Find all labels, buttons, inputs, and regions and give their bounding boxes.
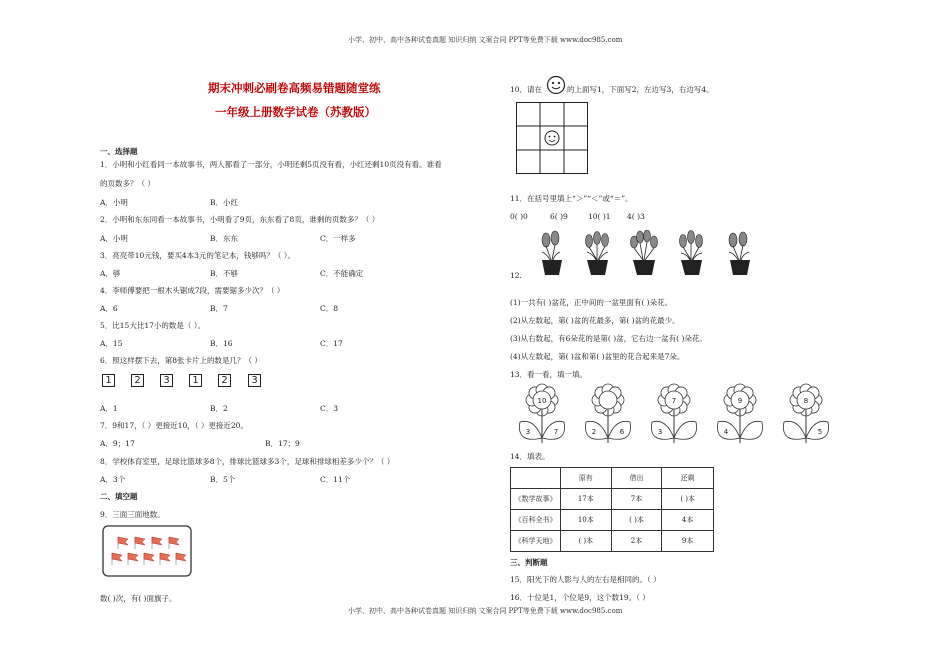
table-cell: 7本 xyxy=(611,489,662,510)
number-flower xyxy=(651,384,696,443)
q2-text: 2．小明和东东同看一本故事书，小明看了9页，东东看了8页，谁剩的页数多？（ ） xyxy=(100,215,380,224)
section-judge: 三、判断题 xyxy=(510,558,548,567)
q9-text: 9．三面三面地数。 xyxy=(100,510,165,519)
table-cell[interactable]: ( )本 xyxy=(611,510,662,531)
q16-text: 16．十位是1，个位是9，这个数19。（ ） xyxy=(510,593,650,602)
flower-top-number: 9 xyxy=(737,397,743,405)
compare-item[interactable]: 6( )9 xyxy=(550,212,568,221)
flower-left-number: 2 xyxy=(591,428,597,436)
q12-sub4: (4)从左数起，第( )盆和第( )盆里的花合起来是7朵。 xyxy=(510,352,685,361)
flags-image xyxy=(102,525,192,577)
flower-right-number: 7 xyxy=(553,428,559,436)
table-cell: 《科学天地》 xyxy=(511,531,561,552)
q8-option-a[interactable]: A．3个 xyxy=(100,475,126,484)
doc-subtitle: 一年级上册数学试卷（苏教版） xyxy=(215,105,376,119)
q4-option-a[interactable]: A．6 xyxy=(100,304,118,313)
number-card: 3 xyxy=(160,374,173,387)
q11-text: 11．在括号里填上“＞”“＜”或“＝”。 xyxy=(510,194,633,203)
q9-answer: 数( )次，有( )面旗子。 xyxy=(100,594,177,603)
q14-text: 14．填表。 xyxy=(510,452,550,461)
table-row xyxy=(511,510,714,531)
section-choice: 一、选择题 xyxy=(100,147,138,156)
q12-sub3: (3)从右数起，有6朵花的是第( )盆，它右边一盆有( )朵花。 xyxy=(510,334,707,343)
q1-option-a[interactable]: A．小明 xyxy=(100,198,128,207)
table-cell: 《数学故事》 xyxy=(511,489,561,510)
q2-option-b[interactable]: B．东东 xyxy=(210,234,239,243)
q7-option-a[interactable]: A．9；17 xyxy=(100,439,135,448)
q5-option-a[interactable]: A．15 xyxy=(100,339,123,348)
q3-option-c[interactable]: C．不能确定 xyxy=(320,269,364,278)
flower-top-number: 10 xyxy=(537,397,547,405)
page-header: 小学、初中、高中各种试卷真题 知识归纳 文案合同 PPT等免费下载 www.doc985.com xyxy=(348,36,623,44)
q4-option-b[interactable]: B．7 xyxy=(210,304,228,313)
compare-item[interactable]: 0( )0 xyxy=(510,212,528,221)
table-cell: 4本 xyxy=(662,510,714,531)
table-cell[interactable]: ( )本 xyxy=(560,531,611,552)
flower-top-number: 7 xyxy=(671,397,677,405)
q1-text-2: 的页数多？（ ） xyxy=(100,179,155,188)
number-flowers-image xyxy=(514,382,844,444)
q3-option-b[interactable]: B．不够 xyxy=(210,269,239,278)
number-card: 2 xyxy=(218,374,231,387)
flower-left-number: 3 xyxy=(657,428,663,436)
q5-text: 5．比15大比17小的数是（ ）。 xyxy=(100,321,205,330)
q10-prefix: 10．请在 xyxy=(510,85,543,94)
number-flower xyxy=(585,384,630,443)
number-card: 3 xyxy=(248,374,261,387)
q6-option-c[interactable]: C．3 xyxy=(320,404,339,413)
q8-option-b[interactable]: B．5个 xyxy=(210,475,236,484)
book-table xyxy=(510,467,714,552)
number-flower xyxy=(717,384,762,443)
flower-right-number: 6 xyxy=(619,428,625,436)
position-grid xyxy=(516,102,588,174)
smiley-icon xyxy=(546,75,566,95)
number-flower xyxy=(519,384,564,443)
q3-option-a[interactable]: A．够 xyxy=(100,269,121,278)
q4-text: 4．李师傅要把一根木头锯成7段，需要锯多少次？（ ） xyxy=(100,286,285,295)
flower-top-number: 8 xyxy=(803,397,809,405)
q8-text: 8．学校体育室里，足球比篮球多8个，排球比篮球多3个，足球和排球相差多少个？（ ） xyxy=(100,457,395,466)
table-cell: 17本 xyxy=(560,489,611,510)
q5-option-c[interactable]: C．17 xyxy=(320,339,343,348)
page-footer: 小学、初中、高中各种试卷真题 知识归纳 文案合同 PPT等免费下载 www.doc985.com xyxy=(348,607,623,615)
q6-option-b[interactable]: B．2 xyxy=(210,404,228,413)
table-header xyxy=(511,468,561,489)
flower-pots-image xyxy=(538,230,768,278)
table-row xyxy=(511,531,714,552)
table-header: 还剩 xyxy=(662,468,714,489)
flower-right-number: 5 xyxy=(817,428,823,436)
q4-option-c[interactable]: C．8 xyxy=(320,304,339,313)
q12-sub2: (2)从左数起，第( )盆的花最多，第( )盆的花最少。 xyxy=(510,316,680,325)
number-flower xyxy=(783,384,828,443)
table-cell: 9本 xyxy=(662,531,714,552)
q12-sub1: (1)一共有( )盆花，正中间的一盆里面有( )朵花。 xyxy=(510,298,673,307)
number-card: 1 xyxy=(189,374,202,387)
q1-text: 1．小明和小红看同一本故事书，两人都看了一部分，小明还剩5页没有看，小红还剩10页没有看。谁看 xyxy=(100,160,442,169)
compare-item[interactable]: 10( )1 xyxy=(588,212,611,221)
q13-text: 13．看一看，填一填。 xyxy=(510,370,588,379)
q10-suffix: 的上面写1，下面写2，左边写3，右边写4。 xyxy=(567,85,714,94)
table-header: 借出 xyxy=(611,468,662,489)
q8-option-c[interactable]: C．11个 xyxy=(320,475,351,484)
q2-option-a[interactable]: A．小明 xyxy=(100,234,128,243)
q7-text: 7．9和17，（ ）更接近10，（ ）更接近20。 xyxy=(100,421,248,430)
table-row xyxy=(511,489,714,510)
section-fill: 二、填空题 xyxy=(100,492,138,501)
flower-left-number: 3 xyxy=(525,428,531,436)
table-cell: 10本 xyxy=(560,510,611,531)
q6-option-a[interactable]: A．1 xyxy=(100,404,118,413)
q6-text: 6．照这样摆下去，第8张卡片上的数是几？（ ） xyxy=(100,356,262,365)
table-cell[interactable]: ( )本 xyxy=(662,489,714,510)
flower-left-number: 4 xyxy=(723,428,729,436)
q12-number: 12. xyxy=(510,271,522,280)
table-header: 原有 xyxy=(560,468,611,489)
q3-text: 3．亮亮带10元钱，要买4本3元的笔记本，钱够吗？（ ）。 xyxy=(100,251,295,260)
q5-option-b[interactable]: B．16 xyxy=(210,339,233,348)
doc-title: 期末冲刺必刷卷高频易错题随堂练 xyxy=(208,81,381,95)
compare-item[interactable]: 4( )3 xyxy=(627,212,645,221)
table-cell: 2本 xyxy=(611,531,662,552)
q7-option-b[interactable]: B．17；9 xyxy=(265,439,300,448)
number-card: 1 xyxy=(102,374,115,387)
q2-option-c[interactable]: C．一样多 xyxy=(320,234,356,243)
number-card: 2 xyxy=(131,374,144,387)
q1-option-b[interactable]: B．小红 xyxy=(210,198,239,207)
table-cell: 《百科全书》 xyxy=(511,510,561,531)
q15-text: 15．阳光下的人影与人的左右是相同的。（ ） xyxy=(510,575,661,584)
